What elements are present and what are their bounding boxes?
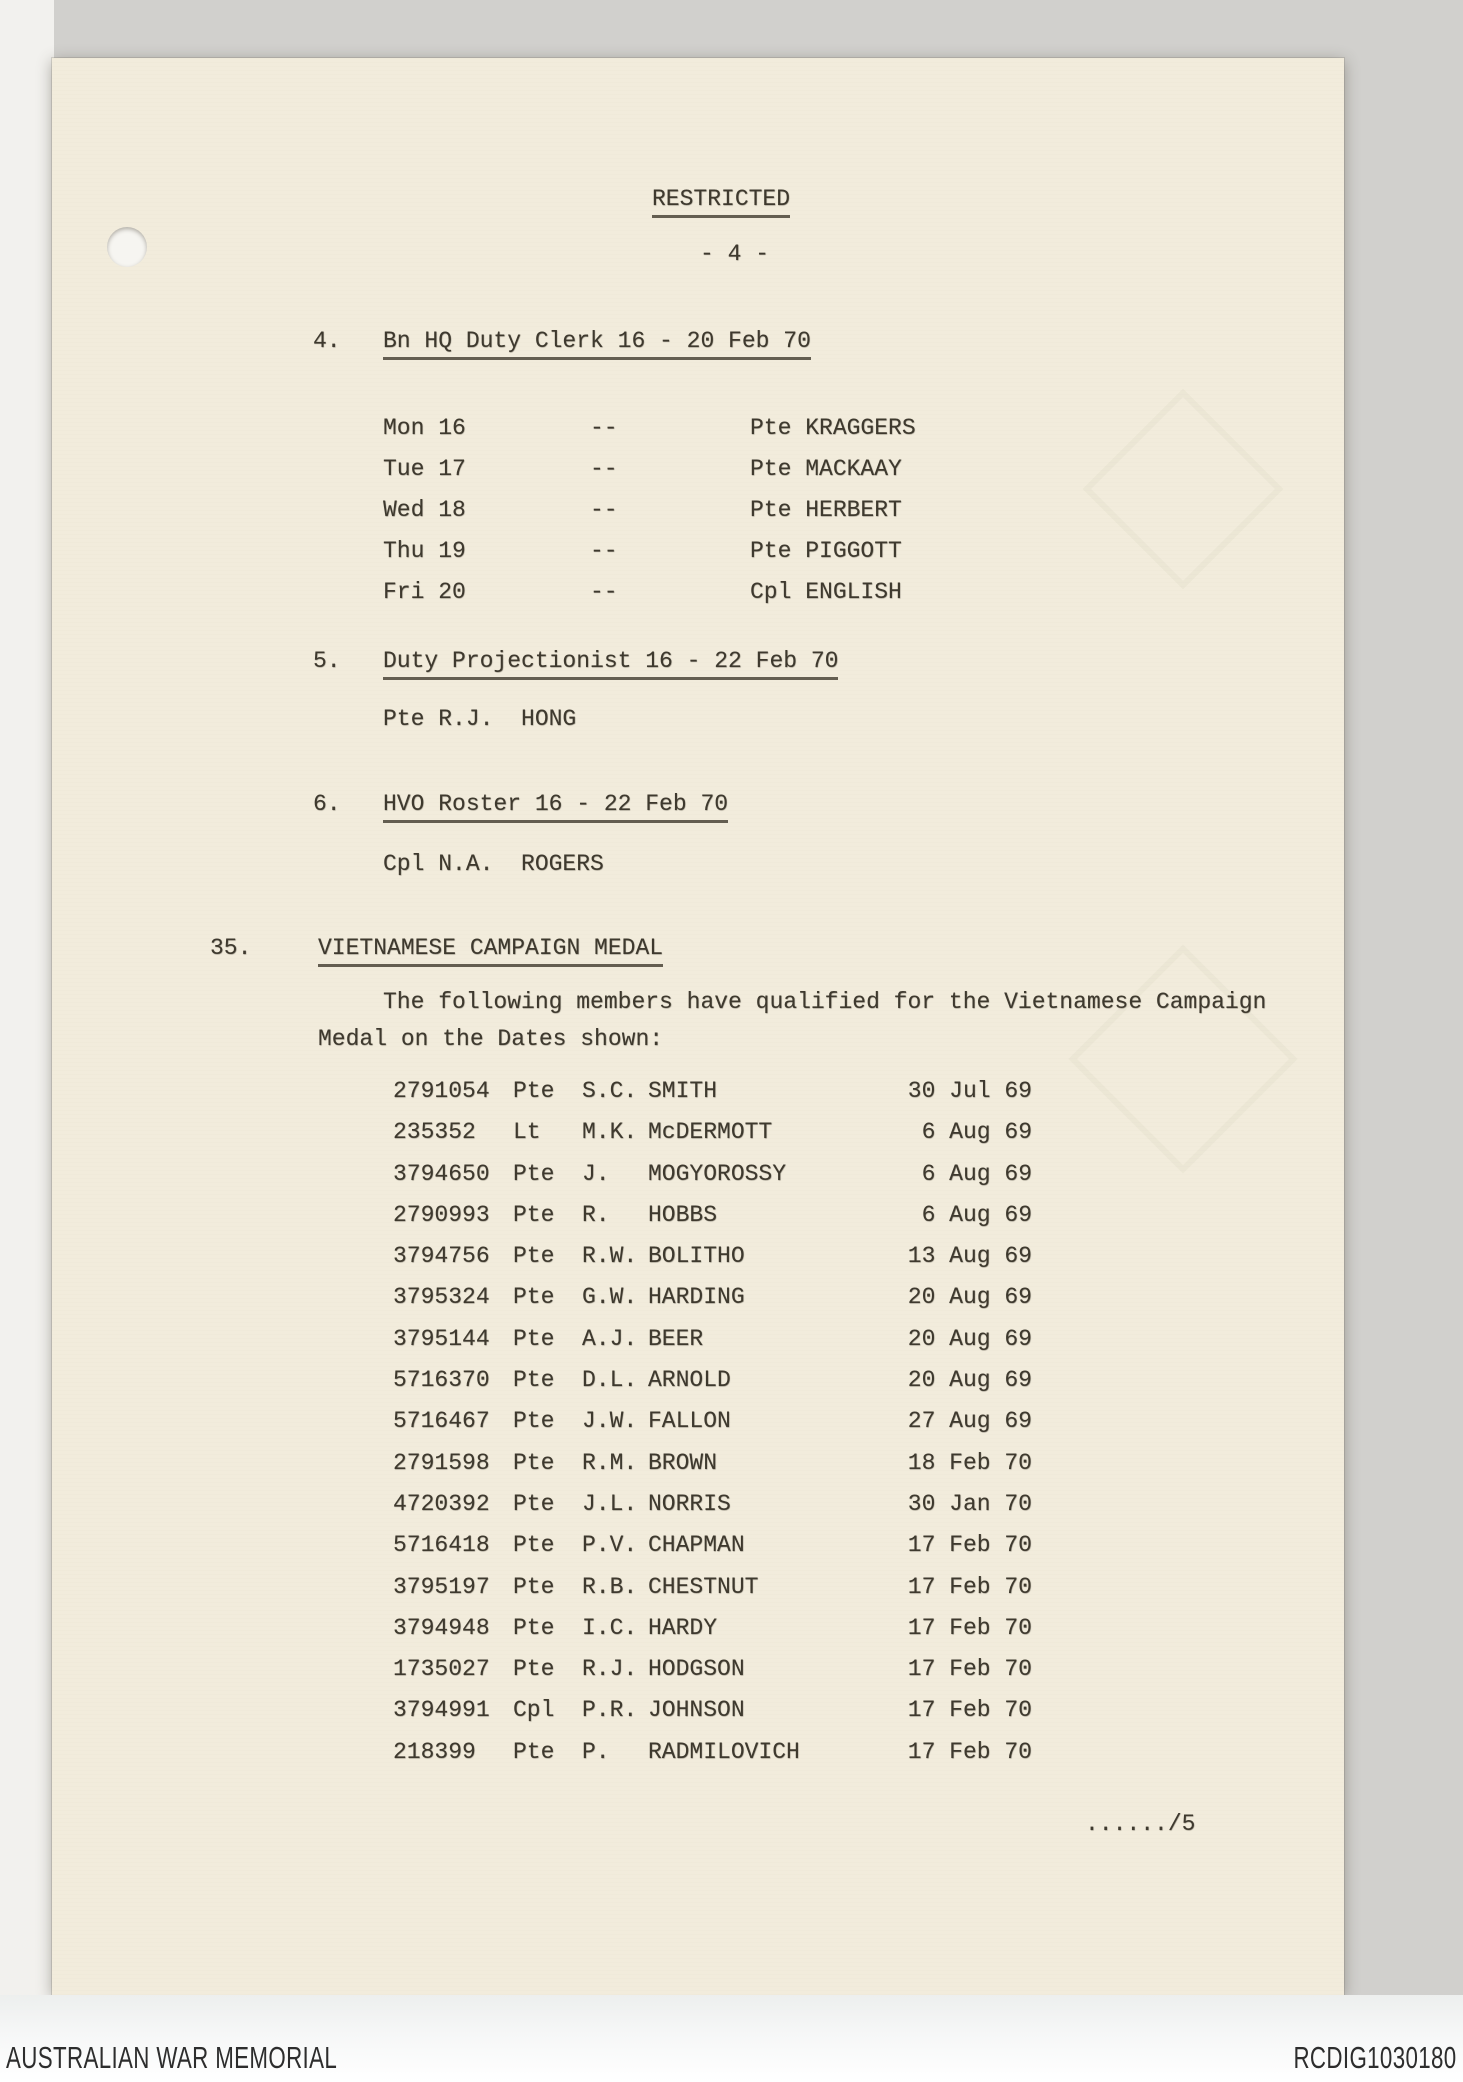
section-title-projectionist: Duty Projectionist 16 - 22 Feb 70 [383,647,838,680]
initials: J.L. [582,1490,638,1517]
hvo-assignee: Cpl N.A. ROGERS [383,851,604,877]
medal-table-row [52,1078,1344,1119]
rank: Pte [513,1532,555,1559]
qualify-date: 17 Feb 70 [907,1738,1032,1765]
section-title-campaign-medal: VIETNAMESE CAMPAIGN MEDAL [318,934,663,967]
surname: BOLITHO [648,1243,745,1270]
roster-name: Pte MACKAAY [750,456,902,482]
service-number: 3794650 [393,1160,490,1187]
qualify-date: 20 Aug 69 [907,1367,1032,1394]
roster-row [52,456,1344,497]
surname: BROWN [648,1449,718,1476]
initials: R.B. [582,1573,638,1600]
surname: JOHNSON [648,1697,745,1724]
service-number: 4720392 [393,1490,490,1517]
footer-bar [0,1995,1463,2082]
qualify-date: 6 Aug 69 [921,1160,1032,1187]
roster-day: Thu 19 [383,538,466,564]
surname: RADMILOVICH [648,1738,800,1765]
roster-name: Cpl ENGLISH [750,579,902,605]
initials: R.J. [582,1656,638,1683]
initials: D.L. [582,1367,638,1394]
service-number: 3795324 [393,1284,490,1311]
rank: Pte [513,1367,555,1394]
initials: R. [582,1201,610,1228]
service-number: 2791054 [393,1078,490,1104]
qualify-date: 27 Aug 69 [907,1408,1032,1435]
medal-table-row [52,1202,1344,1243]
surname: NORRIS [648,1490,731,1517]
surname: McDERMOTT [648,1119,773,1146]
rank: Pte [513,1201,555,1228]
surname: CHAPMAN [648,1532,745,1559]
medal-table-row [52,1450,1344,1491]
medal-table-row [52,1408,1344,1449]
qualify-date: 17 Feb 70 [907,1697,1032,1724]
surname: HARDING [648,1284,745,1311]
service-number: 1735027 [393,1656,490,1683]
service-number: 3794948 [393,1614,490,1641]
section-number-duty-clerk: 4. [313,328,341,354]
rank: Pte [513,1656,555,1683]
section-number-campaign-medal: 35. [210,935,252,961]
qualify-date: 20 Aug 69 [907,1284,1032,1311]
service-number: 218399 [393,1738,476,1765]
archive-name: AUSTRALIAN WAR MEMORIAL [6,2040,338,2075]
service-number: 2791598 [393,1449,490,1476]
section-title-hvo: HVO Roster 16 - 22 Feb 70 [383,790,728,823]
classification-banner: RESTRICTED [652,185,790,218]
surname: FALLON [648,1408,731,1435]
surname: BEER [648,1325,704,1352]
medal-table-row [52,1615,1344,1656]
qualify-date: 17 Feb 70 [907,1573,1032,1600]
rank: Pte [513,1614,555,1641]
initials: J.W. [582,1408,638,1435]
medal-table-row [52,1367,1344,1408]
surname: HODGSON [648,1656,745,1683]
roster-name: Pte KRAGGERS [750,415,916,441]
qualify-date: 17 Feb 70 [907,1614,1032,1641]
initials: I.C. [582,1614,638,1641]
surname: ARNOLD [648,1367,731,1394]
rank: Pte [513,1738,555,1765]
roster-separator: -- [590,497,618,523]
roster-name: Pte HERBERT [750,497,902,523]
roster-separator: -- [590,579,618,605]
rank: Pte [513,1284,555,1311]
service-number: 235352 [393,1119,476,1146]
initials: G.W. [582,1284,638,1311]
medal-table-row [52,1243,1344,1284]
rank: Pte [513,1243,555,1270]
document-page [52,58,1344,1995]
medal-table-row [52,1656,1344,1697]
surname: SMITH [648,1078,718,1104]
initials: R.W. [582,1243,638,1270]
campaign-medal-intro-line2: Medal on the Dates shown: [318,1026,664,1052]
reference-id: RCDIG1030180 [1293,2040,1457,2075]
medal-table-row [52,1532,1344,1573]
surname: CHESTNUT [648,1573,759,1600]
qualify-date: 20 Aug 69 [907,1325,1032,1352]
service-number: 3794991 [393,1697,490,1724]
rank: Lt [513,1119,541,1146]
initials: P.V. [582,1532,638,1559]
roster-row [52,415,1344,456]
rank: Pte [513,1573,555,1600]
roster-day: Wed 18 [383,497,466,523]
medal-table-row [52,1574,1344,1615]
qualify-date: 13 Aug 69 [907,1243,1032,1270]
roster-row [52,538,1344,579]
service-number: 2790993 [393,1201,490,1228]
qualify-date: 30 Jul 69 [907,1078,1032,1104]
service-number: 5716370 [393,1367,490,1394]
service-number: 3795197 [393,1573,490,1600]
qualify-date: 17 Feb 70 [907,1656,1032,1683]
roster-day: Tue 17 [383,456,466,482]
campaign-medal-table [52,1078,1344,1780]
rank: Cpl [513,1697,555,1724]
initials: P.R. [582,1697,638,1724]
qualify-date: 6 Aug 69 [921,1119,1032,1146]
rank: Pte [513,1160,555,1187]
medal-table-row [52,1739,1344,1780]
initials: S.C. [582,1078,638,1104]
medal-table-row [52,1491,1344,1532]
rank: Pte [513,1490,555,1517]
service-number: 5716418 [393,1532,490,1559]
roster-day: Fri 20 [383,579,466,605]
roster-day: Mon 16 [383,415,466,441]
initials: A.J. [582,1325,638,1352]
duty-clerk-roster [52,415,1344,620]
roster-separator: -- [590,538,618,564]
initials: P. [582,1738,610,1765]
rank: Pte [513,1449,555,1476]
rank: Pte [513,1325,555,1352]
page-number: - 4 - [700,241,770,267]
medal-table-row [52,1119,1344,1160]
medal-table-row [52,1697,1344,1738]
roster-row [52,579,1344,620]
rank: Pte [513,1408,555,1435]
medal-table-row [52,1161,1344,1202]
hole-punch [107,227,147,267]
initials: J. [582,1160,610,1187]
scanner-edge-strip [0,0,54,1995]
qualify-date: 30 Jan 70 [907,1490,1032,1517]
qualify-date: 6 Aug 69 [921,1201,1032,1228]
surname: HARDY [648,1614,718,1641]
roster-separator: -- [590,456,618,482]
medal-table-row [52,1326,1344,1367]
rank: Pte [513,1078,555,1104]
medal-table-row [52,1284,1344,1325]
section-title-duty-clerk: Bn HQ Duty Clerk 16 - 20 Feb 70 [383,327,811,360]
section-number-projectionist: 5. [313,648,341,674]
service-number: 3795144 [393,1325,490,1352]
surname: MOGYOROSSY [648,1160,787,1187]
roster-separator: -- [590,415,618,441]
continuation-mark: ....../5 [1085,1811,1196,1837]
roster-row [52,497,1344,538]
initials: M.K. [582,1119,638,1146]
qualify-date: 18 Feb 70 [907,1449,1032,1476]
initials: R.M. [582,1449,638,1476]
service-number: 5716467 [393,1408,490,1435]
campaign-medal-intro-line1: The following members have qualified for the Vietnamese Campaign [383,989,1267,1015]
section-number-hvo: 6. [313,791,341,817]
projectionist-assignee: Pte R.J. HONG [383,706,577,732]
surname: HOBBS [648,1201,718,1228]
qualify-date: 17 Feb 70 [907,1532,1032,1559]
service-number: 3794756 [393,1243,490,1270]
roster-name: Pte PIGGOTT [750,538,902,564]
